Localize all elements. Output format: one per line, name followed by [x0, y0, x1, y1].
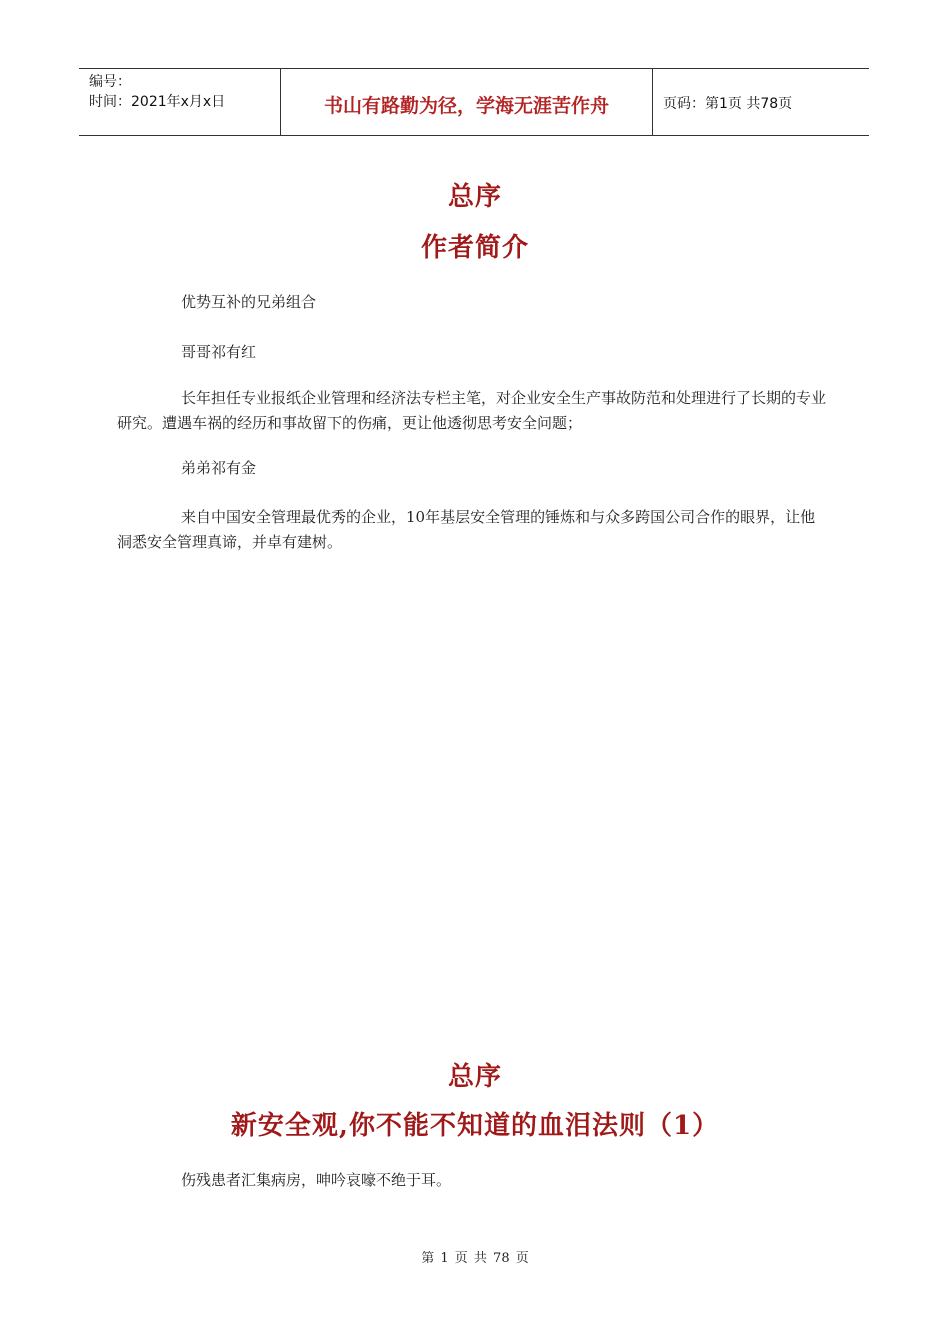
header-motto: 书山有路勤为径，学海无涯苦作舟: [281, 69, 653, 135]
header-meta-cell: [79, 69, 281, 135]
paragraph: 长年担任专业报纸企业管理和经济法专栏主笔，对企业安全生产事故防范和处理进行了长期的专业研究。遭遇车祸的经历和事故留下的伤痛，更让他透彻思考安全问题；: [117, 389, 827, 432]
page-footer: 第 1 页 共 78 页: [421, 1251, 529, 1266]
date-label: 时间：2021年x月x日: [89, 94, 226, 110]
paragraph: 优势互补的兄弟组合: [181, 293, 317, 311]
page-header: [79, 68, 869, 136]
section2-subtitle: 新安全观,你不能不知道的血泪法则（1）: [230, 1111, 720, 1141]
section2-title: 总序: [447, 1062, 502, 1092]
paragraph: 伤残患者汇集病房，呻吟哀嚎不绝于耳。: [181, 1171, 452, 1189]
paragraph: 弟弟祁有金: [181, 459, 257, 477]
serial-number-label: 编号：: [89, 74, 131, 90]
paragraph: 哥哥祁有红: [181, 343, 257, 361]
section1-subtitle: 作者简介: [420, 233, 529, 263]
paragraph: 来自中国安全管理最优秀的企业，10年基层安全管理的锤炼和与众多跨国公司合作的眼界，让他洞悉安全管理真谛，并卓有建树。: [117, 508, 816, 551]
header-page-number: 页码：第1页 共78页: [663, 96, 793, 112]
section1-title: 总序: [447, 182, 502, 212]
